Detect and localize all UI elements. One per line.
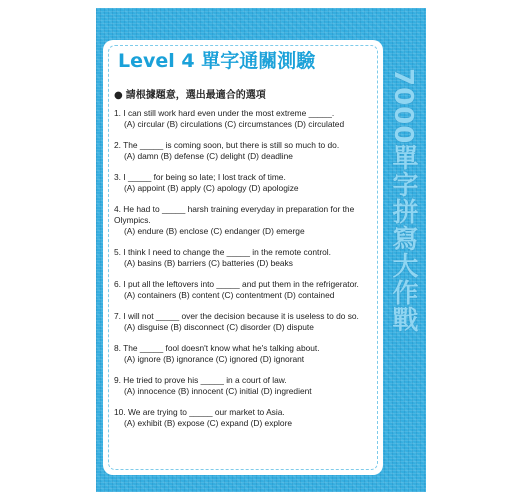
question-options: (A) appoint (B) apply (C) apology (D) apologize [124,183,299,193]
question-item [114,407,376,429]
question-stem: 9. He tried to prove his _____ in a court of law. [114,375,287,385]
question-options: (A) damn (B) defense (C) delight (D) deadline [124,151,293,161]
question-options: (A) circular (B) circulations (C) circumstances (D) circulated [124,119,345,129]
question-options: (A) innocence (B) innocent (C) initial (D) ingredient [124,386,312,396]
question-stem: 6. I put all the leftovers into _____ and put them in the refrigerator. [114,279,359,289]
question-options: (A) disguise (B) disconnect (C) disorder (D) dispute [124,322,314,332]
bullet-icon: ● [114,90,123,101]
question-stem: 3. I _____ for being so late; I lost track of time. [114,172,286,182]
instruction-text: 請根據題意，選出最適合的選項 [125,90,266,101]
question-stem: 1. I can still work hard even under the most extreme _____. [114,108,335,118]
question-item [114,279,376,301]
question-item [114,375,376,397]
question-item [114,172,376,194]
question-item [114,108,376,130]
question-options: (A) basins (B) barriers (C) batteries (D) beaks [124,258,293,268]
question-item [114,247,376,269]
quiz-heading: Level 4 單字通關測驗 [118,50,316,72]
question-stem: 5. I think I need to change the _____ in the remote control. [114,247,331,257]
question-item [114,343,376,365]
question-stem: 10. We are trying to _____ our market to Asia. [114,407,285,417]
question-item [114,140,376,162]
question-options: (A) exhibit (B) expose (C) expand (D) explore [124,418,293,428]
question-stem: 8. The _____ fool doesn't know what he's talking about. [114,343,320,353]
side-title: 7000單字拼寫大作戰 [388,68,418,334]
question-options: (A) endure (B) enclose (C) endanger (D) emerge [124,226,305,236]
question-list [114,108,376,439]
question-item [114,311,376,333]
instruction-line [114,86,374,101]
book-page [96,8,426,492]
question-stem: 2. The _____ is coming soon, but there is still so much to do. [114,140,340,150]
question-options: (A) ignore (B) ignorance (C) ignored (D) ignorant [124,354,305,364]
question-stem: 4. He had to _____ harsh training everyday in preparation for the Olympics. [114,204,355,225]
question-options: (A) containers (B) content (C) contentment (D) contained [124,290,335,300]
question-item [114,204,376,237]
question-stem: 7. I will not _____ over the decision because it is useless to do so. [114,311,359,321]
